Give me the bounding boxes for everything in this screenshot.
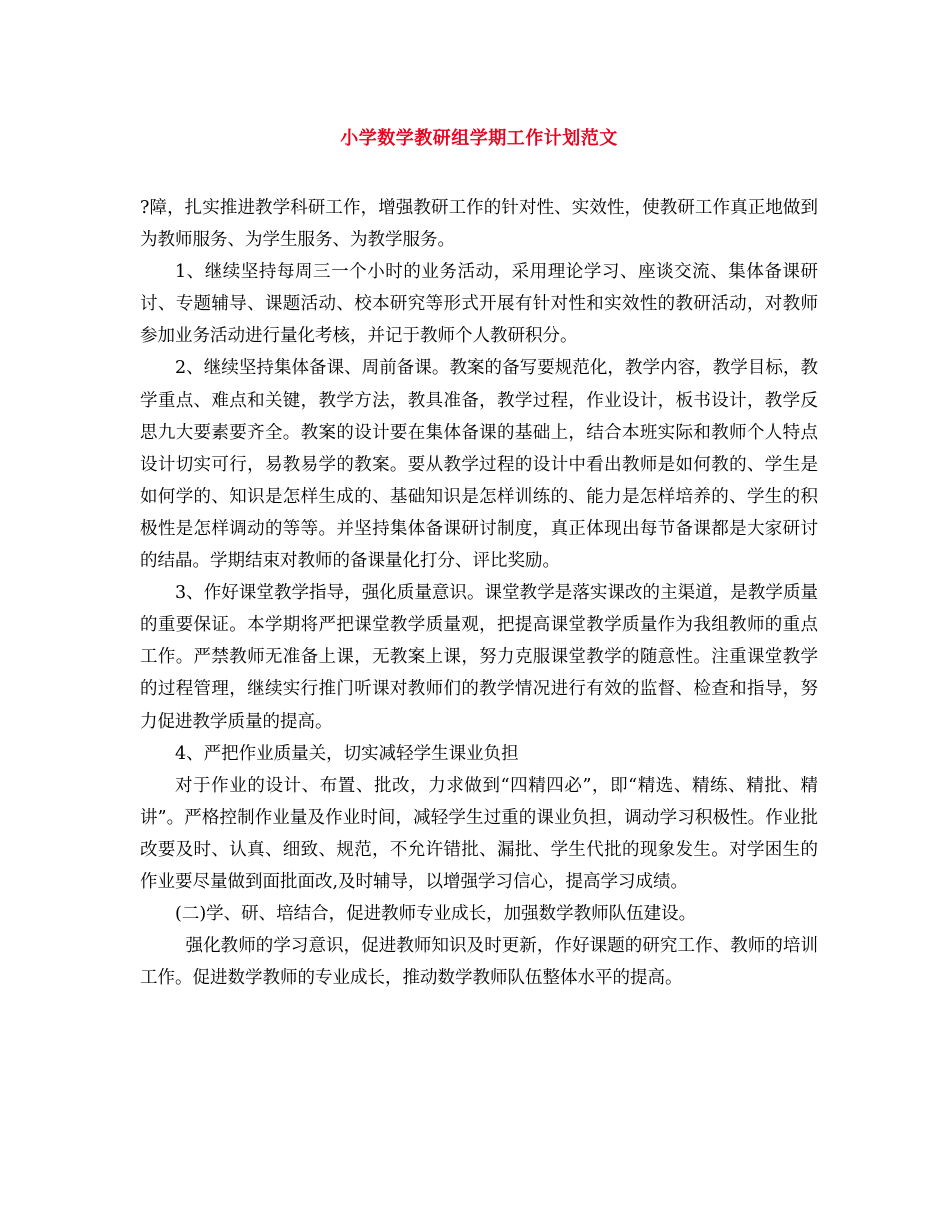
paragraph-intro: ?障，扎实推进教学科研工作，增强教研工作的针对性、实效性，使教研工作真正地做到为教师服务、为学生服务、为教学服务。 [140,198,818,251]
paragraph-item-4-heading: 4、严把作业质量关，切实减轻学生课业负担 [175,743,519,764]
paragraph-item-3: 3、作好课堂教学指导，强化质量意识。课堂教学是落实课改的主渠道，是教学质量的重要保证。本学期将严把课堂教学质量观，把提高课堂教学质量作为我组教师的重点工作。严禁教师无准备上课，无教案上课，努力克服课堂教学的随意性。注重课堂教学的过程管理，继续实行推门听课对教师们的教学情况进行有效的监督、检查和指导，努力促进教学质量的提高。 [140,583,818,732]
paragraph-teacher-growth: 强化教师的学习意识，促进教师知识及时更新，作好课题的研究工作、教师的培训工作。促进数学教师的专业成长，推动数学教师队伍整体水平的提高。 [140,936,818,989]
document-title: 小学数学教研组学期工作计划范文 [340,128,618,149]
paragraph-homework: 对于作业的设计、布置、批改，力求做到“四精四必”，即“精选、精练、精批、精讲”。严格控制作业量及作业时间，减轻学生过重的课业负担，调动学习积极性。作业批改要及时、认真、细致、规范，不允许错批、漏批、学生代批的现象发生。对学困生的作业要尽量做到面批面改,及时辅导，以增强学习信心，提高学习成绩。 [140,775,818,892]
paragraph-item-1: 1、继续坚持每周三一个小时的业务活动，采用理论学习、座谈交流、集体备课研讨、专题辅导、课题活动、校本研究等形式开展有针对性和实效性的教研活动，对教师参加业务活动进行量化考核，并记于教师个人教研积分。 [140,262,818,347]
paragraph-item-2: 2、继续坚持集体备课、周前备课。教案的备写要规范化，教学内容，教学目标，教学重点、难点和关键，教学方法，教具准备，教学过程，作业设计，板书设计，教学反思九大要素要齐全。教案的设计要在集体备课的基础上，结合本班实际和教师个人特点设计切实可行，易教易学的教案。要从教学过程的设计中看出教师是如何教的、学生是如何学的、知识是怎样生成的、基础知识是怎样训练的、能力是怎样培养的、学生的积极性是怎样调动的等等。并坚持集体备课研讨制度，真正体现出每节备课都是大家研讨的结晶。学期结束对教师的备课量化打分、评比奖励。 [140,358,818,572]
paragraph-section-2-heading: (二)学、研、培结合，促进教师专业成长，加强数学教师队伍建设。 [175,904,697,925]
document-body [140,192,818,994]
